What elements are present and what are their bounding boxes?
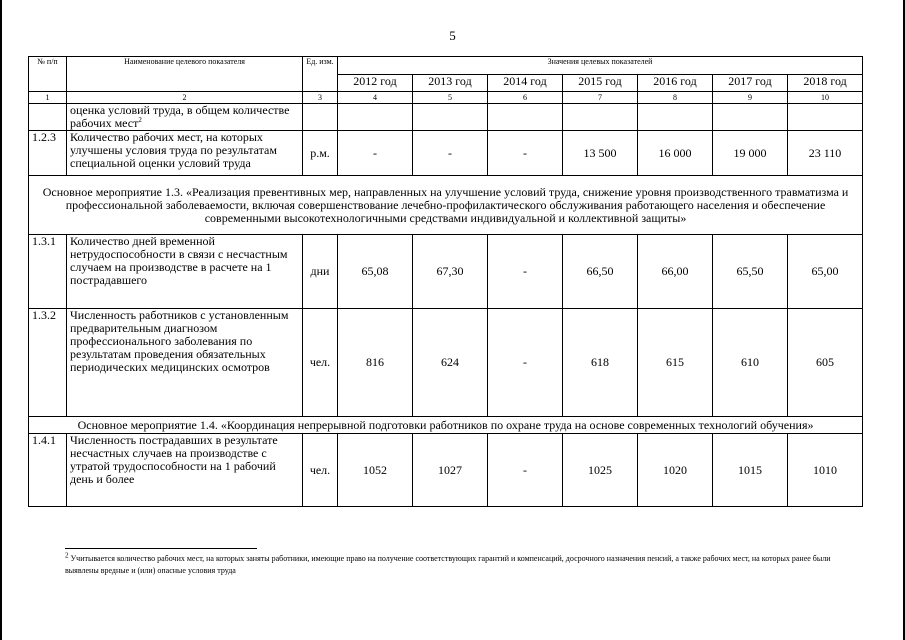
table-row <box>29 434 863 507</box>
value-cell: 65,50 <box>713 235 788 309</box>
column-number: 3 <box>303 92 338 104</box>
table-row <box>29 309 863 417</box>
indicator-name-cell <box>67 434 303 507</box>
table-row <box>29 104 863 131</box>
value-cell <box>713 104 788 131</box>
footnote <box>65 553 855 577</box>
indicator-name: оценка условий труда, в общем количестве рабочих мест <box>70 103 290 130</box>
footnote-text: Учитывается количество рабочих мест, на которых заняты работники, имеющие право на получение соответствующих гарантий и компенсаций, досрочного назначения пенсий, а также рабочих мест, на которых ранее были выявлены вредные и (или) опасные условия труда <box>65 554 831 575</box>
header-year: 2012 год <box>338 74 413 92</box>
value-cell: 23 110 <box>788 131 863 176</box>
indicator-name-cell <box>67 104 303 131</box>
footnote-ref: 2 <box>138 116 142 124</box>
row-number: 1.3.1 <box>29 235 67 309</box>
value-cell: 816 <box>338 309 413 417</box>
value-cell: 1010 <box>788 434 863 507</box>
indicators-table <box>28 56 863 507</box>
value-cell: 16 000 <box>638 131 713 176</box>
value-cell: - <box>488 309 563 417</box>
value-cell: 66,50 <box>563 235 638 309</box>
column-number: 7 <box>563 92 638 104</box>
unit-cell: чел. <box>303 309 338 417</box>
value-cell: - <box>488 235 563 309</box>
value-cell <box>788 104 863 131</box>
value-cell: 605 <box>788 309 863 417</box>
header-col-name: Наименование целевого показателя <box>67 57 303 92</box>
value-cell: - <box>413 131 488 176</box>
value-cell: 1020 <box>638 434 713 507</box>
indicator-name: Численность работников с установленным предварительным диагнозом профессионального заболевания по результатам проведения обязательных периодических медицинских осмотров <box>70 308 289 374</box>
indicator-name-cell <box>67 309 303 417</box>
indicator-name-cell <box>67 235 303 309</box>
column-numbers-row <box>29 92 863 104</box>
unit-cell: дни <box>303 235 338 309</box>
column-number: 9 <box>713 92 788 104</box>
column-number: 8 <box>638 92 713 104</box>
header-year: 2015 год <box>563 74 638 92</box>
value-cell: 1015 <box>713 434 788 507</box>
unit-cell <box>303 104 338 131</box>
value-cell <box>413 104 488 131</box>
column-number: 4 <box>338 92 413 104</box>
row-number: 1.4.1 <box>29 434 67 507</box>
value-cell: 65,08 <box>338 235 413 309</box>
header-year: 2016 год <box>638 74 713 92</box>
indicator-name: Количество рабочих мест, на которых улучшены условия труда по результатам специальной оценки условий труда <box>70 130 277 170</box>
header-col-num: № п/п <box>29 57 67 92</box>
footnote-rule <box>65 548 257 549</box>
header-year: 2013 год <box>413 74 488 92</box>
table-row <box>29 235 863 309</box>
section-title: Основное мероприятие 1.4. «Координация непрерывной подготовки работников по охране труда на основе современных технологий обучения» <box>29 417 863 434</box>
value-cell: 624 <box>413 309 488 417</box>
value-cell <box>638 104 713 131</box>
value-cell <box>563 104 638 131</box>
row-number: 1.3.2 <box>29 309 67 417</box>
scan-edge-left <box>0 0 2 640</box>
column-number: 2 <box>67 92 303 104</box>
header-values-title: Значения целевых показателей <box>338 57 863 75</box>
value-cell <box>338 104 413 131</box>
value-cell: 610 <box>713 309 788 417</box>
value-cell: 67,30 <box>413 235 488 309</box>
value-cell: 13 500 <box>563 131 638 176</box>
indicator-name-cell <box>67 131 303 176</box>
row-number: 1.2.3 <box>29 131 67 176</box>
value-cell: 615 <box>638 309 713 417</box>
header-year: 2018 год <box>788 74 863 92</box>
value-cell: 1025 <box>563 434 638 507</box>
section-row <box>29 417 863 434</box>
value-cell: 618 <box>563 309 638 417</box>
column-number: 10 <box>788 92 863 104</box>
column-number: 1 <box>29 92 67 104</box>
header-row <box>29 57 863 75</box>
header-year: 2017 год <box>713 74 788 92</box>
page-number: 5 <box>449 28 456 43</box>
value-cell: - <box>338 131 413 176</box>
column-number: 6 <box>488 92 563 104</box>
value-cell: 1052 <box>338 434 413 507</box>
indicator-name: Количество дней временной нетрудоспособности в связи с несчастным случаем на производстве в расчете на 1 пострадавшего <box>70 234 288 287</box>
value-cell: 1027 <box>413 434 488 507</box>
header-year: 2014 год <box>488 74 563 92</box>
column-number: 5 <box>413 92 488 104</box>
table-row <box>29 131 863 176</box>
indicator-name: Численность пострадавших в результате несчастных случаев на производстве с утратой трудоспособности на 1 рабочий день и более <box>70 433 278 486</box>
value-cell: - <box>488 434 563 507</box>
header-col-unit: Ед. изм. <box>303 57 338 92</box>
value-cell: 65,00 <box>788 235 863 309</box>
value-cell: 66,00 <box>638 235 713 309</box>
unit-cell: р.м. <box>303 131 338 176</box>
section-row <box>29 176 863 235</box>
value-cell <box>488 104 563 131</box>
row-number <box>29 104 67 131</box>
value-cell: - <box>488 131 563 176</box>
unit-cell: чел. <box>303 434 338 507</box>
footnote-marker: 2 <box>65 551 69 560</box>
section-title: Основное мероприятие 1.3. «Реализация превентивных мер, направленных на улучшение условий труда, снижение уровня производственного травматизма и профессиональной заболеваемости, включая совершенствование лечебно-профилактического обслуживания работающего населения и обеспечение современными высокотехнологичными средствами индивидуальной и коллективной защиты» <box>29 176 863 235</box>
value-cell: 19 000 <box>713 131 788 176</box>
